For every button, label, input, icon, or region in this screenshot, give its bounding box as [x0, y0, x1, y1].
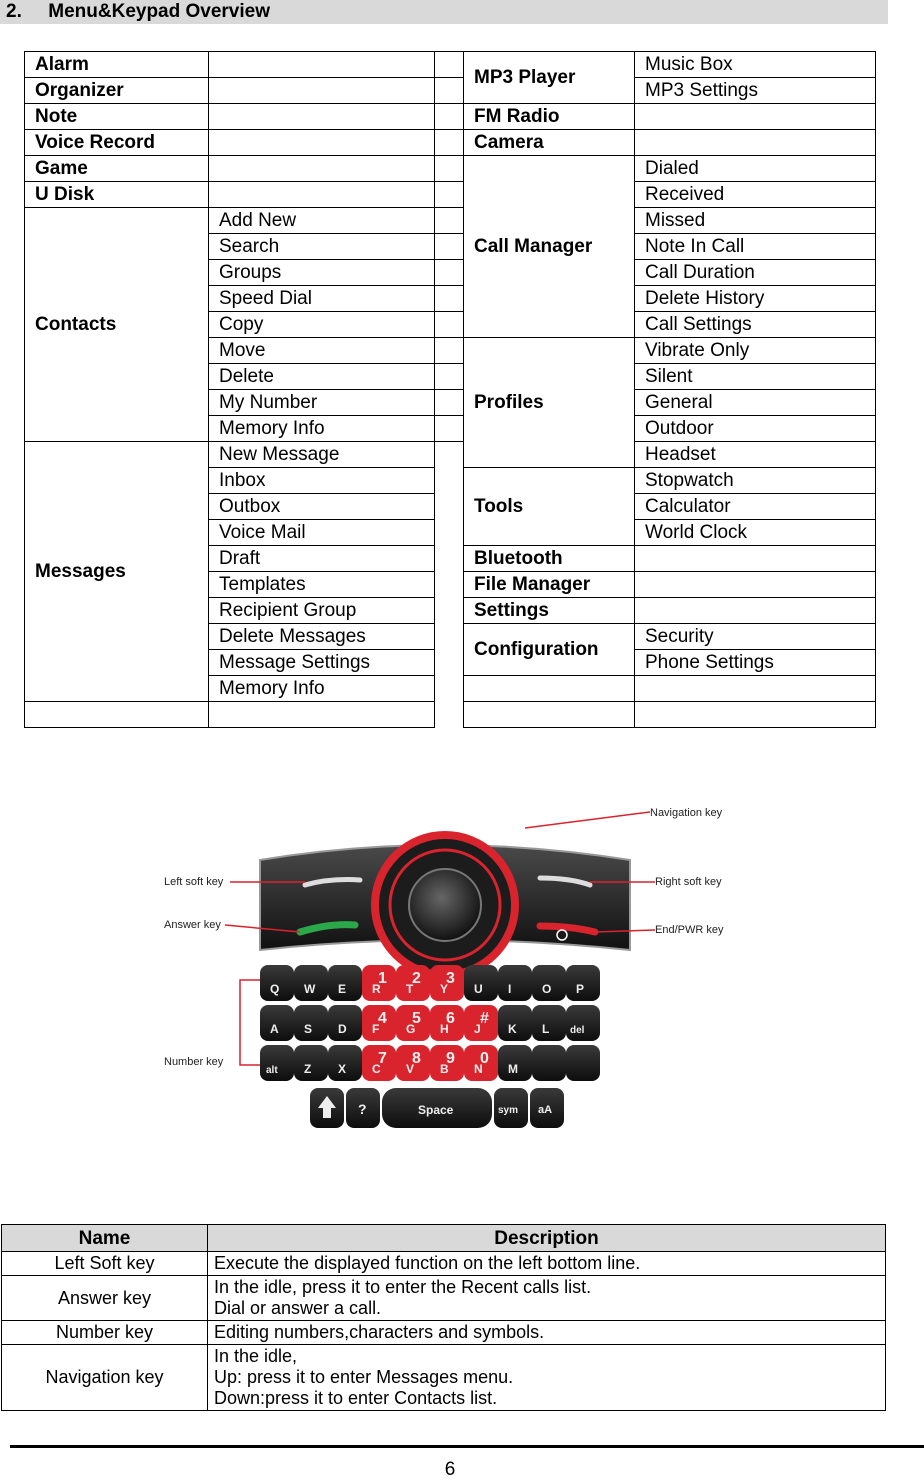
- key-label: E: [338, 982, 347, 996]
- key-name: Number key: [2, 1321, 208, 1345]
- menu-configuration: Configuration: [464, 624, 635, 676]
- callout-navigation-key: Navigation key: [650, 807, 723, 819]
- key-label: P: [576, 982, 585, 996]
- menu-voice-record: Voice Record: [25, 130, 209, 156]
- key-label: N: [474, 1062, 483, 1076]
- key-label: M: [508, 1062, 518, 1076]
- callout-right-soft-key: Right soft key: [655, 876, 722, 888]
- menu-call-manager: Call Manager: [464, 156, 635, 338]
- column-header-description: Description: [208, 1225, 886, 1252]
- key-number: 2: [412, 970, 421, 987]
- submenu-item: Vibrate Only: [635, 338, 876, 364]
- menu-messages: Messages: [25, 442, 209, 702]
- submenu-item: Templates: [209, 572, 435, 598]
- menu-game: Game: [25, 156, 209, 182]
- callout-answer-key: Answer key: [164, 919, 221, 931]
- key-label: V: [406, 1062, 415, 1076]
- submenu-item: Outbox: [209, 494, 435, 520]
- menu-tools: Tools: [464, 468, 635, 546]
- menu-settings: Settings: [464, 598, 635, 624]
- menu-profiles: Profiles: [464, 338, 635, 468]
- keypad-illustration: [160, 790, 760, 1170]
- key-description: Editing numbers,characters and symbols.: [208, 1321, 886, 1345]
- submenu-item: Voice Mail: [209, 520, 435, 546]
- menu-alarm: Alarm: [25, 52, 209, 78]
- submenu-item: Draft: [209, 546, 435, 572]
- menu-overview-table: [24, 51, 876, 728]
- submenu-item: Calculator: [635, 494, 876, 520]
- key-number: 3: [446, 970, 455, 987]
- menu-u-disk: U Disk: [25, 182, 209, 208]
- key-name: Navigation key: [2, 1345, 208, 1411]
- key-name: Answer key: [2, 1276, 208, 1321]
- key-label: ?: [358, 1101, 367, 1117]
- key-label: alt: [266, 1065, 278, 1076]
- footer-rule: [10, 1445, 924, 1448]
- key-row-4: [310, 1088, 564, 1128]
- table-row: [2, 1321, 886, 1345]
- submenu-item: Received: [635, 182, 876, 208]
- submenu-item: Music Box: [635, 52, 876, 78]
- key-label: Y: [440, 982, 449, 996]
- submenu-item: Delete Messages: [209, 624, 435, 650]
- key-number: 8: [412, 1050, 421, 1067]
- key-label: S: [304, 1022, 313, 1036]
- submenu-item: Recipient Group: [209, 598, 435, 624]
- key-label: W: [304, 982, 316, 996]
- submenu-item: Memory Info: [209, 676, 435, 702]
- qwerty-keys: [260, 965, 600, 1128]
- key-label: I: [508, 982, 512, 996]
- key-number: 1: [378, 970, 387, 987]
- key-label: O: [542, 982, 552, 996]
- callout-number-key: Number key: [164, 1056, 224, 1068]
- key-label: del: [570, 1025, 585, 1036]
- submenu-item: MP3 Settings: [635, 78, 876, 104]
- key-label: sym: [498, 1105, 519, 1116]
- table-row: [2, 1276, 886, 1321]
- submenu-item: Security: [635, 624, 876, 650]
- submenu-item: Memory Info: [209, 416, 435, 442]
- submenu-item: Delete: [209, 364, 435, 390]
- key-label: C: [372, 1062, 381, 1076]
- key-label: G: [406, 1022, 416, 1036]
- submenu-item: Delete History: [635, 286, 876, 312]
- key-label: aA: [538, 1104, 553, 1116]
- submenu-item: Speed Dial: [209, 286, 435, 312]
- submenu-item: Groups: [209, 260, 435, 286]
- key-label: Q: [270, 982, 280, 996]
- key-description-table: [1, 1224, 886, 1411]
- key-label: U: [474, 982, 483, 996]
- submenu-item: Dialed: [635, 156, 876, 182]
- menu-contacts: Contacts: [25, 208, 209, 442]
- submenu-item: Missed: [635, 208, 876, 234]
- key-label: A: [270, 1022, 279, 1036]
- submenu-item: Message Settings: [209, 650, 435, 676]
- key-description: In the idle, press it to enter the Recent calls list. Dial or answer a call.: [208, 1276, 886, 1321]
- submenu-item: My Number: [209, 390, 435, 416]
- callout-left-soft-key: Left soft key: [164, 876, 224, 888]
- submenu-item: Call Duration: [635, 260, 876, 286]
- menu-file-manager: File Manager: [464, 572, 635, 598]
- key-row-3: [260, 1045, 600, 1081]
- key-description: In the idle, Up: press it to enter Messages menu. Down:press it to enter Contacts list.: [208, 1345, 886, 1411]
- key-number: #: [480, 1010, 489, 1027]
- section-title-text: Menu&Keypad Overview: [48, 1, 271, 22]
- submenu-item: Phone Settings: [635, 650, 876, 676]
- key-label: T: [406, 982, 414, 996]
- key-label: J: [474, 1022, 481, 1036]
- key-number: 6: [446, 1010, 455, 1027]
- page-number: 6: [444, 1459, 456, 1480]
- key-number: 7: [378, 1050, 387, 1067]
- submenu-item: Stopwatch: [635, 468, 876, 494]
- key-label: X: [338, 1062, 347, 1076]
- table-row: [2, 1252, 886, 1276]
- menu-note: Note: [25, 104, 209, 130]
- key-row-2: [260, 1005, 600, 1041]
- key-number: 5: [412, 1010, 421, 1027]
- key-label: K: [508, 1022, 517, 1036]
- column-header-name: Name: [2, 1225, 208, 1252]
- submenu-item: Headset: [635, 442, 876, 468]
- space-key-label: Space: [418, 1103, 454, 1117]
- submenu-item: Note In Call: [635, 234, 876, 260]
- key-label: Z: [304, 1062, 312, 1076]
- key-label: H: [440, 1022, 449, 1036]
- submenu-item: Outdoor: [635, 416, 876, 442]
- key-description: Execute the displayed function on the left bottom line.: [208, 1252, 886, 1276]
- menu-camera: Camera: [464, 130, 635, 156]
- key-label: B: [440, 1062, 449, 1076]
- submenu-item: Search: [209, 234, 435, 260]
- menu-fm-radio: FM Radio: [464, 104, 635, 130]
- menu-organizer: Organizer: [25, 78, 209, 104]
- menu-bluetooth: Bluetooth: [464, 546, 635, 572]
- key-label: F: [372, 1022, 380, 1036]
- submenu-item: Silent: [635, 364, 876, 390]
- submenu-item: World Clock: [635, 520, 876, 546]
- submenu-item: Copy: [209, 312, 435, 338]
- key-label: R: [372, 982, 381, 996]
- key-number: 0: [480, 1050, 489, 1067]
- key-name: Left Soft key: [2, 1252, 208, 1276]
- submenu-item: Inbox: [209, 468, 435, 494]
- callout-end-pwr-key: End/PWR key: [655, 924, 724, 936]
- section-title: [6, 1, 270, 23]
- menu-mp3-player: MP3 Player: [464, 52, 635, 104]
- table-row: [2, 1345, 886, 1411]
- key-label: D: [338, 1022, 347, 1036]
- submenu-item: Call Settings: [635, 312, 876, 338]
- key-number: 9: [446, 1050, 455, 1067]
- key-label: L: [542, 1022, 550, 1036]
- navigation-key: [375, 835, 515, 975]
- section-number: 2.: [6, 1, 22, 22]
- submenu-item: Move: [209, 338, 435, 364]
- key-number: 4: [378, 1010, 387, 1027]
- submenu-item: New Message: [209, 442, 435, 468]
- submenu-item: Add New: [209, 208, 435, 234]
- submenu-item: General: [635, 390, 876, 416]
